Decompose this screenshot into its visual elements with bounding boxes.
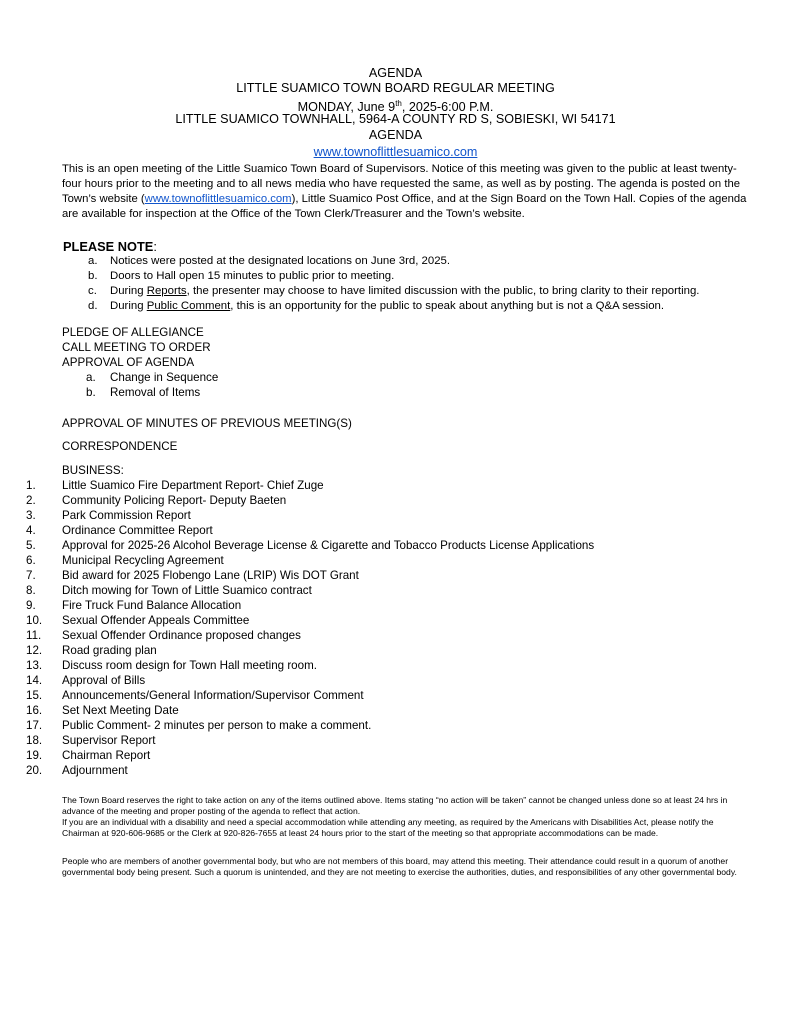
- business-item: [26, 479, 324, 493]
- business-item: [26, 689, 364, 703]
- business-item-text: Announcements/General Information/Supervisor Comment: [62, 689, 364, 702]
- footer-accessibility: If you are an individual with a disability and need a special accommodation while attending any meeting, as required by the Americans with Disabilities Act, please notify the Chairman at 920-606-9685 or the Clerk at 920-826-7655 at least 24 hours prior to the start of the meeting so that appropriate accommodations can be made.: [62, 817, 714, 838]
- business-item-text: Supervisor Report: [62, 734, 156, 747]
- business-item-number: 19.: [26, 749, 43, 762]
- header-title: AGENDA: [368, 66, 423, 80]
- business-item-text: Bid award for 2025 Flobengo Lane (LRIP) Wis DOT Grant: [62, 569, 359, 582]
- business-item: [26, 719, 371, 733]
- business-item-text: Sexual Offender Ordinance proposed changes: [62, 629, 301, 642]
- business-item-number: 5.: [26, 539, 36, 552]
- business-item: [26, 629, 301, 643]
- business-item-number: 14.: [26, 674, 43, 687]
- business-item-number: 17.: [26, 719, 43, 732]
- note-letter: b.: [88, 270, 98, 282]
- business-item: [26, 704, 179, 718]
- subitem-text: Change in Sequence: [110, 371, 219, 384]
- business-item-number: 2.: [26, 494, 36, 507]
- business-item-number: 12.: [26, 644, 43, 657]
- business-item-text: Ordinance Committee Report: [62, 524, 213, 537]
- business-item-text: Chairman Report: [62, 749, 151, 762]
- business-item-number: 6.: [26, 554, 36, 567]
- note-item: [88, 269, 394, 283]
- business-item: [26, 524, 213, 538]
- business-item-text: Community Policing Report- Deputy Baeten: [62, 494, 287, 507]
- business-item-number: 7.: [26, 569, 36, 582]
- note-item: [88, 299, 664, 313]
- intro-text-1: This is an open meeting of the Little Suamico Town Board of Supervisors. Notice of this meeting was given to the public at least twenty-four hours prior to the meeting and to all news media who have requested the same, as well as by posting. The agenda is posted on the Town’s website (: [62, 163, 741, 205]
- note-item: [88, 284, 699, 298]
- note-text: During: [110, 300, 147, 312]
- header-date-time: , 2025-6:00 P.M.: [401, 100, 494, 115]
- business-item-number: 16.: [26, 704, 43, 717]
- subitem-letter: a.: [86, 371, 96, 384]
- footer-reservation: The Town Board reserves the right to take action on any of the items outlined above. Items stating “no action will be taken” cannot be changed unless done so at least 24 hrs in advance of the meeting and proper posting of the agenda to reflect that action.: [62, 795, 728, 816]
- business-item: [26, 659, 317, 673]
- please-note-label: PLEASE NOTE: [63, 239, 154, 254]
- note-letter: d.: [88, 300, 98, 312]
- note-item: [88, 254, 450, 268]
- business-item-number: 15.: [26, 689, 43, 702]
- subitem-letter: b.: [86, 386, 96, 399]
- business-item-number: 8.: [26, 584, 36, 597]
- business-item: [26, 569, 359, 583]
- business-item: [26, 734, 155, 748]
- intro-website-link[interactable]: www.townoflittlesuamico.com: [144, 193, 292, 205]
- please-note-heading: [63, 239, 157, 254]
- business-item-text: Public Comment- 2 minutes per person to make a comment.: [62, 719, 372, 732]
- business-item-text: Fire Truck Fund Balance Allocation: [62, 599, 242, 612]
- business-item-text: Little Suamico Fire Department Report- Chief Zuge: [62, 479, 324, 492]
- business-item: [26, 614, 249, 628]
- business-item-text: Sexual Offender Appeals Committee: [62, 614, 250, 627]
- business-item-text: Ditch mowing for Town of Little Suamico contract: [62, 584, 312, 597]
- section-pledge: PLEDGE OF ALLEGIANCE: [62, 326, 204, 339]
- business-item-text: Set Next Meeting Date: [62, 704, 179, 717]
- business-item: [26, 764, 128, 778]
- business-item-number: 20.: [26, 764, 43, 777]
- business-item-number: 3.: [26, 509, 36, 522]
- business-item: [26, 674, 145, 688]
- business-item-text: Approval for 2025-26 Alcohol Beverage License & Cigarette and Tobacco Products License Applications: [62, 539, 595, 552]
- business-item: [26, 749, 150, 763]
- note-text: Notices were posted at the designated locations on June 3rd, 2025.: [110, 255, 451, 267]
- agenda-subitem: [86, 371, 218, 385]
- business-item: [26, 554, 224, 568]
- header-website-line: [0, 145, 791, 160]
- business-item: [26, 494, 286, 508]
- business-item-number: 4.: [26, 524, 36, 537]
- website-link[interactable]: www.townoflittlesuamico.com: [313, 145, 478, 159]
- business-item-number: 9.: [26, 599, 36, 612]
- section-correspondence: CORRESPONDENCE: [62, 440, 178, 453]
- footer-quorum: People who are members of another governmental body, but who are not members of this board, may attend this meeting. Their attendance could result in a quorum of another governmental body being present. Such a quorum is unintended, and they are not meeting to exercise the authorities, duties, and responsibilities of any other governmental body.: [62, 856, 737, 877]
- business-item: [26, 539, 594, 553]
- business-item-text: Discuss room design for Town Hall meeting room.: [62, 659, 317, 672]
- business-item-number: 1.: [26, 479, 36, 492]
- note-letter: c.: [88, 285, 97, 297]
- header-board-name: LITTLE SUAMICO TOWN BOARD REGULAR MEETING: [236, 81, 555, 95]
- header-date-day: MONDAY, June 9: [297, 100, 396, 115]
- business-item-text: Road grading plan: [62, 644, 157, 657]
- subitem-text: Removal of Items: [110, 386, 201, 399]
- intro-paragraph: [62, 162, 752, 222]
- please-note-colon: :: [153, 239, 157, 254]
- note-underlined-term: Reports: [146, 285, 187, 297]
- business-item: [26, 599, 241, 613]
- note-underlined-term: Public Comment: [146, 300, 231, 312]
- business-item-text: Approval of Bills: [62, 674, 146, 687]
- agenda-subitem: [86, 386, 200, 400]
- header-date-suffix: th: [395, 99, 402, 108]
- business-item-number: 10.: [26, 614, 43, 627]
- business-item-number: 13.: [26, 659, 43, 672]
- note-text: Doors to Hall open 15 minutes to public prior to meeting.: [110, 270, 395, 282]
- business-item-text: Park Commission Report: [62, 509, 191, 522]
- header-address: LITTLE SUAMICO TOWNHALL, 5964-A COUNTY RD S, SOBIESKI, WI 54171: [175, 112, 616, 126]
- business-item-number: 18.: [26, 734, 43, 747]
- business-item: [26, 644, 157, 658]
- section-call-to-order: CALL MEETING TO ORDER: [62, 341, 211, 354]
- business-item-text: Municipal Recycling Agreement: [62, 554, 224, 567]
- note-text: , the presenter may choose to have limited discussion with the public, to bring clarity to their reporting.: [186, 285, 700, 297]
- business-item: [26, 509, 191, 523]
- business-item: [26, 584, 312, 598]
- intro-text-2: ), Little Suamico Post Office, and at the Sign Board on the Town Hall. Copies of the agenda are available for inspection at the Office of the Town Clerk/Treasurer and the Town’s website.: [62, 193, 747, 220]
- business-item-text: Adjournment: [62, 764, 128, 777]
- section-approval-agenda: APPROVAL OF AGENDA: [62, 356, 195, 369]
- section-business: BUSINESS:: [62, 464, 124, 477]
- business-item-number: 11.: [26, 629, 42, 642]
- header-agenda: AGENDA: [368, 128, 423, 142]
- note-text: , this is an opportunity for the public to speak about anything but is not a Q&A session.: [230, 300, 665, 312]
- section-minutes: APPROVAL OF MINUTES OF PREVIOUS MEETING(S): [62, 417, 352, 430]
- note-letter: a.: [88, 255, 98, 267]
- note-text: During: [110, 285, 147, 297]
